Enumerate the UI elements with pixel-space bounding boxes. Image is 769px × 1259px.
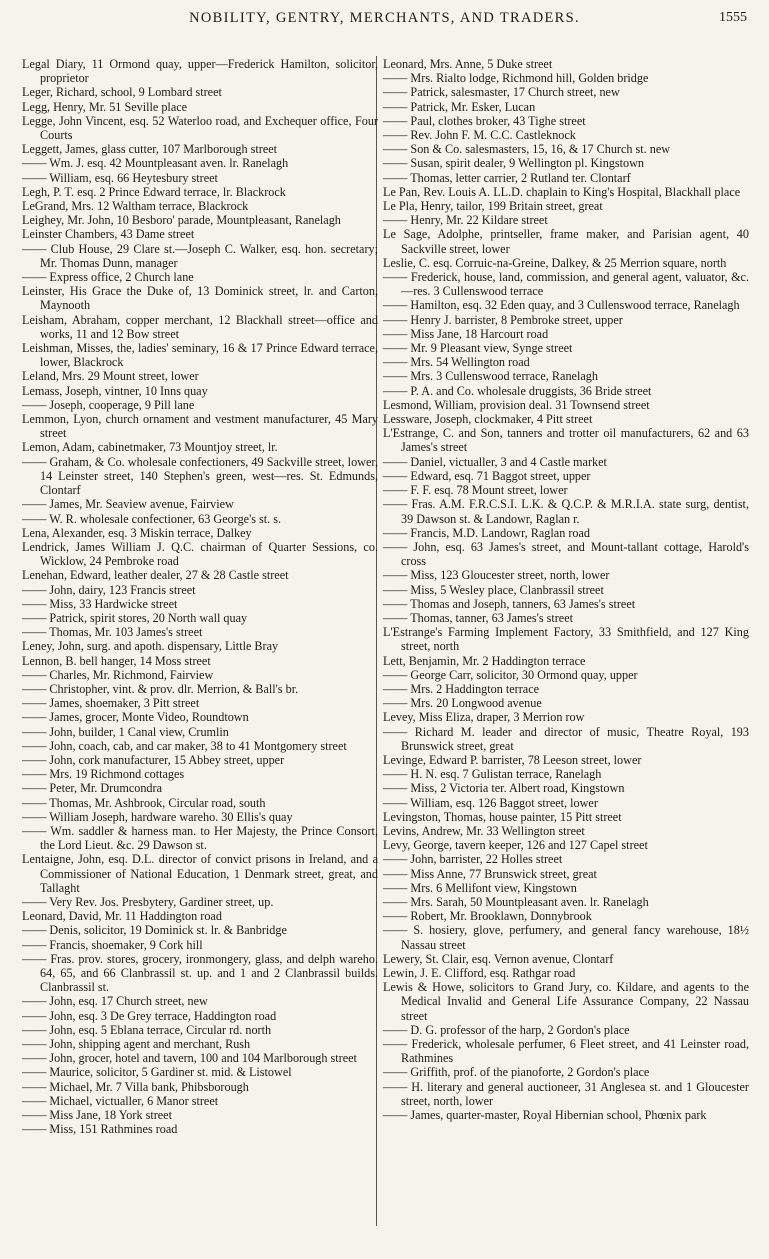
directory-entry: —— Thomas, tanner, 63 James's street (383, 610, 574, 625)
directory-entry: —— Miss Anne, 77 Brunswick street, great (383, 866, 597, 881)
directory-entry: L'Estrange, C. and Son, tanners and trotter oil manufacturers, 62 and 63 James's street (383, 426, 749, 455)
directory-entry: —— Wm. saddler & harness man. to Her Majesty, the Prince Consort, the Lord Lieut. &c. 29 Dawson st. (22, 823, 378, 853)
directory-entry: —— Frederick, wholesale perfumer, 6 Fleet street, and 41 Leinster road, Rathmines (383, 1037, 749, 1066)
directory-entry: —— Mrs. Rialto lodge, Richmond hill, Golden bridge (383, 71, 649, 86)
directory-entry: —— Edward, esq. 71 Baggot street, upper (383, 468, 591, 483)
directory-entry: —— John, cork manufacturer, 15 Abbey street, upper (22, 752, 285, 767)
directory-entry: —— Club House, 29 Clare st.—Joseph C. Walker, esq. hon. secretary; Mr. Thomas Dunn, manager (22, 241, 378, 270)
directory-entry: —— Frederick, house, land, commission, and general agent, valuator, &c.—res. 3 Cullenswood terrace (383, 270, 749, 299)
directory-entry: Lena, Alexander, esq. 3 Miskin terrace, Dalkey (22, 525, 252, 540)
directory-entry: Lemmon, Lyon, church ornament and vestment manufacturer, 45 Mary street (22, 412, 378, 441)
directory-entry: —— Graham, & Co. wholesale confectioners, 49 Sackville street, lower, 14 Leinster street, 140 Stephen's green, west—res. St. Edmunds, Clontarf (22, 454, 378, 498)
directory-entry: —— S. hosiery, glove, perfumery, and general fancy warehouse, 18½ Nassau street (383, 923, 749, 952)
directory-entry: Legg, Henry, Mr. 51 Seville place (22, 99, 188, 114)
directory-entry: Lemass, Joseph, vintner, 10 Inns quay (22, 383, 208, 398)
directory-entry: —— William, esq. 66 Heytesbury street (22, 170, 218, 185)
directory-entry: —— Joseph, cooperage, 9 Pill lane (22, 397, 195, 412)
directory-entry: —— Mrs. 20 Longwood avenue (383, 696, 542, 711)
directory-entry: Leslie, C. esq. Corruic-na-Greine, Dalkey, & 25 Merrion square, north (383, 255, 727, 270)
directory-entry: Lewis & Howe, solicitors to Grand Jury, co. Kildare, and agents to the Medical Invalid and General Life Assurance Company, 22 Nassau street (383, 980, 749, 1023)
directory-entry: Leger, Richard, school, 9 Lombard street (22, 85, 222, 100)
directory-entry: —— John, barrister, 22 Holles street (383, 852, 563, 867)
directory-entry: Levey, Miss Eliza, draper, 3 Merrion row (383, 710, 585, 725)
directory-entry: Legh, P. T. esq. 2 Prince Edward terrace, lr. Blackrock (22, 184, 286, 199)
directory-entry: —— Express office, 2 Church lane (22, 270, 194, 285)
directory-entry: Leinster, His Grace the Duke of, 13 Dominick street, lr. and Carton, Maynooth (22, 284, 378, 313)
directory-entry: Lewery, St. Clair, esq. Vernon avenue, Clontarf (383, 951, 614, 966)
directory-entry: —— James, grocer, Monte Video, Roundtown (22, 710, 249, 725)
directory-entry: Le Pla, Henry, tailor, 199 Britain street, great (383, 199, 603, 214)
directory-entry: —— Rev. John F. M. C.C. Castleknock (383, 128, 576, 143)
directory-entry: —— John, esq. 3 De Grey terrace, Haddington road (22, 1008, 277, 1023)
directory-entry: —— John, esq. 63 James's street, and Mount-tallant cottage, Harold's cross (383, 539, 749, 569)
directory-entry: Le Sage, Adolphe, printseller, frame maker, and Parisian agent, 40 Sackville street, lower (383, 227, 749, 256)
directory-entry: —— John, esq. 5 Eblana terrace, Circular rd. north (22, 1022, 272, 1037)
directory-entry: —— Peter, Mr. Drumcondra (22, 781, 162, 796)
directory-entry: —— Thomas, Mr. Ashbrook, Circular road, south (22, 795, 266, 810)
directory-entry: —— Miss, 123 Gloucester street, north, lower (383, 568, 610, 583)
directory-entry: Lessware, Joseph, clockmaker, 4 Pitt street (383, 412, 593, 427)
directory-entry: —— Michael, Mr. 7 Villa bank, Phibsborough (22, 1079, 249, 1094)
directory-entry: —— Griffith, prof. of the pianoforte, 2 Gordon's place (383, 1065, 650, 1080)
directory-entry: —— Henry, Mr. 22 Kildare street (383, 213, 548, 228)
directory-entry: —— Son & Co. salesmasters, 15, 16, & 17 Church st. new (383, 142, 671, 157)
directory-entry: Lennon, B. bell hanger, 14 Moss street (22, 653, 211, 668)
directory-entry: L'Estrange's Farming Implement Factory, 33 Smithfield, and 127 King street, north (383, 625, 749, 654)
directory-entry: —— Susan, spirit dealer, 9 Wellington pl. Kingstown (383, 156, 644, 171)
directory-entry: —— Miss, 33 Hardwicke street (22, 596, 178, 611)
directory-entry: —— Thomas and Joseph, tanners, 63 James's street (383, 596, 636, 611)
directory-entry: Lewin, J. E. Clifford, esq. Rathgar road (383, 966, 576, 980)
directory-entry: —— Miss Jane, 18 York street (22, 1108, 172, 1123)
directory-entry: Levins, Andrew, Mr. 33 Wellington street (383, 823, 585, 838)
page-number: 1555 (719, 10, 747, 25)
directory-entry: Le Pan, Rev. Louis A. LL.D. chaplain to King's Hospital, Blackhall place (383, 184, 741, 199)
directory-entry: Leinster Chambers, 43 Dame street (22, 227, 195, 242)
directory-entry: Lett, Benjamin, Mr. 2 Haddington terrace (383, 653, 586, 668)
directory-entry: —— Fras. prov. stores, grocery, ironmongery, glass, and delph wareho. 64, 65, and 66 Clanbrassil st. up. and 1 and 2 Clanbrassil builds. Clanbrassil st. (22, 951, 378, 995)
directory-entry: —— Patrick, Mr. Esker, Lucan (383, 99, 536, 114)
directory-entry: —— Thomas, Mr. 103 James's street (22, 625, 203, 640)
directory-entry: Lemon, Adam, cabinetmaker, 73 Mountjoy street, lr. (22, 440, 278, 455)
directory-entry: Levingston, Thomas, house painter, 15 Pitt street (383, 809, 622, 824)
directory-entry: —— H. N. esq. 7 Gulistan terrace, Ranelagh (383, 767, 602, 782)
directory-entry: —— John, dairy, 123 Francis street (22, 582, 196, 597)
directory-entry: LeGrand, Mrs. 12 Waltham terrace, Blackrock (22, 199, 249, 214)
directory-entry: —— Thomas, letter carrier, 2 Rutland ter. Clontarf (383, 170, 631, 185)
directory-entry: —— Mrs. Sarah, 50 Mountpleasant aven. lr. Ranelagh (383, 894, 649, 909)
directory-entry: —— James, quarter-master, Royal Hibernian school, Phœnix park (383, 1108, 707, 1123)
directory-entry: —— Michael, victualler, 6 Manor street (22, 1093, 219, 1108)
directory-entry: Leggett, James, glass cutter, 107 Marlborough street (22, 142, 278, 157)
directory-entry: —— Mr. 9 Pleasant view, Synge street (383, 341, 573, 356)
directory-entry: —— Maurice, solicitor, 5 Gardiner st. mid. & Listowel (22, 1065, 292, 1080)
directory-entry: —— Patrick, spirit stores, 20 North wall quay (22, 610, 248, 625)
directory-entry: —— Mrs. 6 Mellifont view, Kingstown (383, 880, 577, 895)
directory-entry: Leonard, Mrs. Anne, 5 Duke street (383, 57, 553, 71)
directory-entry: —— Miss Jane, 18 Harcourt road (383, 326, 549, 341)
directory-entry: —— Christopher, vint. & prov. dlr. Merrion, & Ball's br. (22, 681, 299, 696)
directory-entry: —— W. R. wholesale confectioner, 63 George's st. s. (22, 511, 282, 526)
directory-entry: —— John, esq. 17 Church street, new (22, 994, 208, 1009)
directory-entry: Leland, Mrs. 29 Mount street, lower (22, 369, 199, 384)
directory-entry: —— Patrick, salesmaster, 17 Church street, new (383, 85, 620, 100)
directory-entry: —— Miss, 5 Wesley place, Clanbrassil street (383, 582, 604, 597)
directory-entry: —— Robert, Mr. Brooklawn, Donnybrook (383, 909, 592, 924)
directory-entry: —— George Carr, solicitor, 30 Ormond quay, upper (383, 667, 638, 682)
directory-entry: Levy, George, tavern keeper, 126 and 127 Capel street (383, 838, 648, 853)
directory-entry: Leishman, Misses, the, ladies' seminary, 16 & 17 Prince Edward terrace, lower, Blackrock (22, 341, 378, 370)
directory-entry: Legal Diary, 11 Ormond quay, upper—Frederick Hamilton, solicitor, proprietor (22, 57, 378, 86)
running-title: NOBILITY, GENTRY, MERCHANTS, AND TRADERS. (189, 10, 580, 26)
right-column (383, 57, 749, 1122)
directory-entry: —— James, shoemaker, 3 Pitt street (22, 696, 200, 711)
directory-entry: Lendrick, James William J. Q.C. chairman of Quarter Sessions, co. Wicklow, 24 Pembroke road (22, 539, 378, 569)
directory-entry: —— Charles, Mr. Richmond, Fairview (22, 667, 214, 682)
directory-entry: —— Miss, 2 Victoria ter. Albert road, Kingstown (383, 781, 625, 796)
directory-entry: —— Miss, 151 Rathmines road (22, 1122, 178, 1137)
directory-entry: —— F. F. esq. 78 Mount street, lower (383, 483, 568, 498)
directory-entry: Leisham, Abraham, copper merchant, 12 Blackhall street—office and works, 11 and 12 Bow street (22, 312, 378, 341)
directory-entry: —— Hamilton, esq. 32 Eden quay, and 3 Cullenswood terrace, Ranelagh (383, 298, 740, 313)
directory-entry: —— Francis, shoemaker, 9 Cork hill (22, 937, 203, 952)
directory-entry: —— Fras. A.M. F.R.C.S.I. L.K. & Q.C.P. & M.R.I.A. state surg, dentist, 39 Dawson st. & Landowr, Raglan r. (383, 497, 749, 526)
directory-entry: Lentaigne, John, esq. D.L. director of convict prisons in Ireland, and a Commissioner of National Education, 1 Denmark street, great, and Tallaght (22, 852, 378, 895)
directory-entry: Legge, John Vincent, esq. 52 Waterloo road, and Exchequer office, Four Courts (22, 113, 378, 143)
directory-entry: —— John, coach, cab, and car maker, 38 to 41 Montgomery street (22, 738, 347, 753)
directory-entry: —— Richard M. leader and director of music, Theatre Royal, 193 Brunswick street, great (383, 724, 749, 753)
directory-entry: —— William Joseph, hardware wareho. 30 Ellis's quay (22, 809, 293, 824)
directory-entry: Leney, John, surg. and apoth. dispensary, Little Bray (22, 639, 279, 654)
directory-entry: —— William, esq. 126 Baggot street, lower (383, 795, 598, 810)
directory-entry: —— Denis, solicitor, 19 Dominick st. lr. & Banbridge (22, 923, 287, 938)
directory-entry: —— Daniel, victualler, 3 and 4 Castle market (383, 454, 607, 469)
directory-entry: Leonard, David, Mr. 11 Haddington road (22, 909, 222, 924)
directory-entry: Leighey, Mr. John, 10 Besboro' parade, Mountpleasant, Ranelagh (22, 213, 341, 228)
directory-entry: —— Wm. J. esq. 42 Mountpleasant aven. lr. Ranelagh (22, 156, 289, 171)
directory-entry: Lenehan, Edward, leather dealer, 27 & 28 Castle street (22, 568, 289, 583)
directory-entry: —— Paul, clothes broker, 43 Tighe street (383, 113, 586, 128)
directory-entry: —— P. A. and Co. wholesale druggists, 36 Bride street (383, 383, 652, 398)
directory-entry: —— H. literary and general auctioneer, 31 Anglesea st. and 1 Gloucester street, north, lower (383, 1079, 749, 1108)
directory-entry: —— Henry J. barrister, 8 Pembroke street, upper (383, 312, 623, 327)
directory-entry: —— Very Rev. Jos. Presbytery, Gardiner street, up. (22, 894, 274, 909)
directory-entry: —— Mrs. 54 Wellington road (383, 355, 530, 370)
directory-entry: —— John, builder, 1 Canal view, Crumlin (22, 724, 229, 739)
directory-entry: —— John, grocer, hotel and tavern, 100 and 104 Marlborough street (22, 1051, 357, 1066)
directory-entry: Levinge, Edward P. barrister, 78 Leeson street, lower (383, 752, 642, 767)
directory-entry: —— Mrs. 2 Haddington terrace (383, 681, 540, 696)
directory-entry: Lesmond, William, provision deal. 31 Townsend street (383, 397, 650, 412)
page-header (0, 10, 769, 34)
left-column (22, 57, 378, 1136)
directory-entry: —— D. G. professor of the harp, 2 Gordon's place (383, 1022, 630, 1037)
directory-entry: —— Francis, M.D. Landowr, Raglan road (383, 525, 590, 540)
directory-entry: —— James, Mr. Seaview avenue, Fairview (22, 497, 234, 512)
directory-entry: —— Mrs. 19 Richmond cottages (22, 767, 185, 782)
directory-entry: —— John, shipping agent and merchant, Rush (22, 1037, 251, 1052)
directory-entry: —— Mrs. 3 Cullenswood terrace, Ranelagh (383, 369, 598, 384)
